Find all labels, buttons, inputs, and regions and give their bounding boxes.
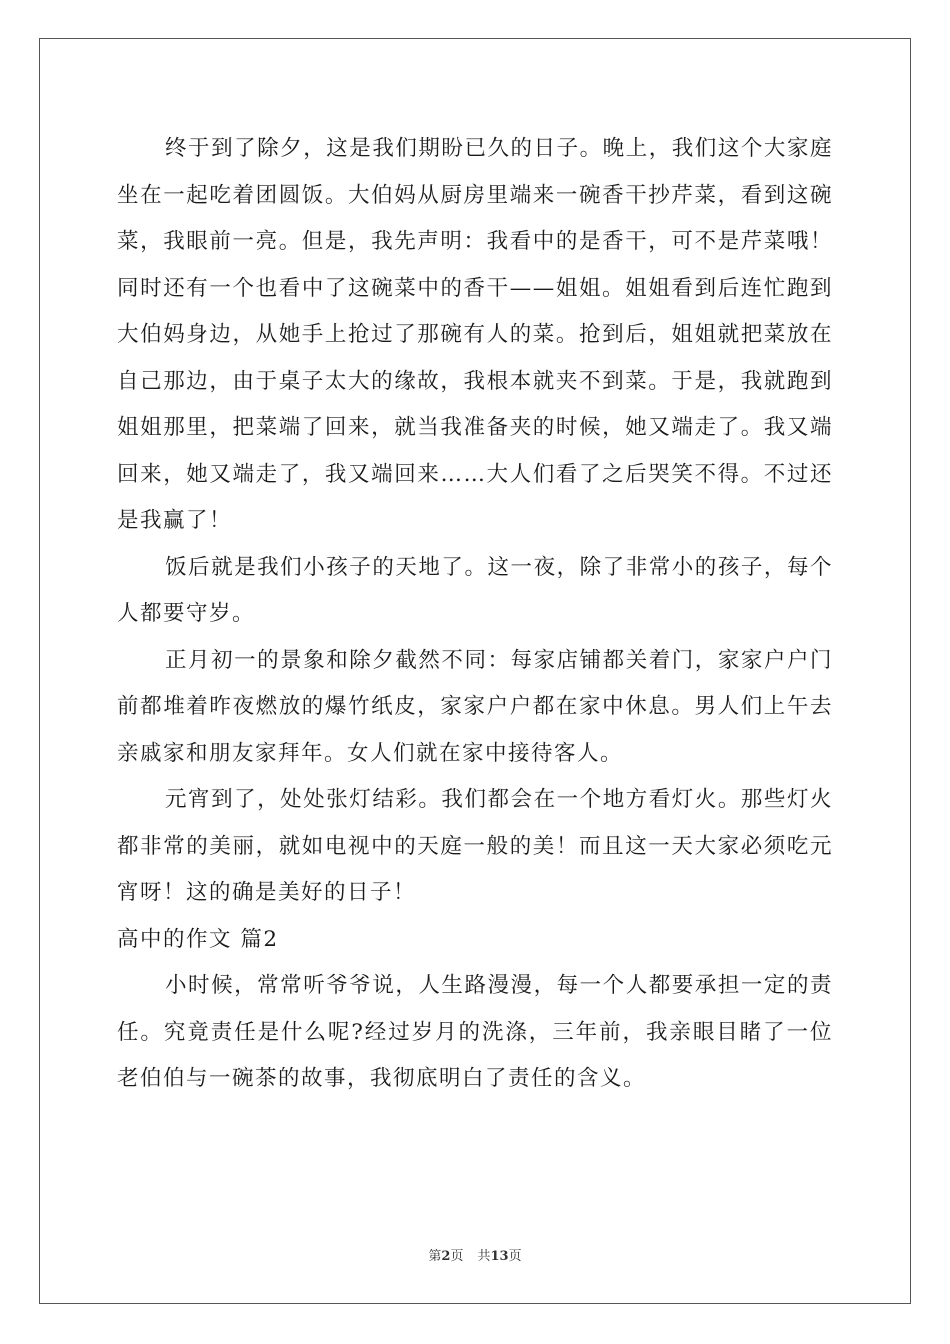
page-footer <box>0 1249 950 1265</box>
paragraph-new-year-eve: 终于到了除夕，这是我们期盼已久的日子。晚上，我们这个大家庭坐在一起吃着团圆饭。大伯妈从厨房里端来一碗香干抄芹菜，看到这碗菜，我眼前一亮。但是，我先声明：我看中的是香干，可不是芹菜哦！同时还有一个也看中了这碗菜中的香干——姐姐。姐姐看到后连忙跑到大伯妈身边，从她手上抢过了那碗有人的菜。抢到后，姐姐就把菜放在自己那边，由于桌子太大的缘故，我根本就夹不到菜。于是，我就跑到姐姐那里，把菜端了回来，就当我准备夹的时候，她又端走了。我又端回来，她又端走了，我又端回来……大人们看了之后哭笑不得。不过还是我赢了！ <box>117 136 833 533</box>
document-body <box>117 126 833 1103</box>
footer-page-suffix: 页 <box>450 1249 464 1264</box>
footer-total-prefix: 共 <box>477 1249 491 1264</box>
footer-page-number: 2 <box>441 1249 451 1264</box>
footer-total-suffix: 页 <box>508 1249 522 1264</box>
paragraph-new-year-day: 正月初一的景象和除夕截然不同：每家店铺都关着门，家家户户门前都堆着昨夜燃放的爆竹纸皮，家家户户都在家中休息。男人们上午去亲戚家和朋友家拜年。女人们就在家中接待客人。 <box>117 647 833 766</box>
paragraph-responsibility: 小时候，常常听爷爷说，人生路漫漫，每一个人都要承担一定的责任。究竟责任是什么呢?经过岁月的洗涤，三年前，我亲眼目睹了一位老伯伯与一碗茶的故事，我彻底明白了责任的含义。 <box>117 973 833 1091</box>
section-heading: 高中的作文 篇2 <box>117 926 279 952</box>
paragraph-lantern-festival: 元宵到了，处处张灯结彩。我们都会在一个地方看灯火。那些灯火都非常的美丽，就如电视中的天庭一般的美！而且这一天大家必须吃元宵呀！这的确是美好的日子！ <box>117 787 833 905</box>
paragraph-after-dinner: 饭后就是我们小孩子的天地了。这一夜，除了非常小的孩子，每个人都要守岁。 <box>117 554 833 626</box>
footer-page-prefix: 第 <box>428 1249 442 1264</box>
footer-total-pages: 13 <box>490 1249 509 1264</box>
